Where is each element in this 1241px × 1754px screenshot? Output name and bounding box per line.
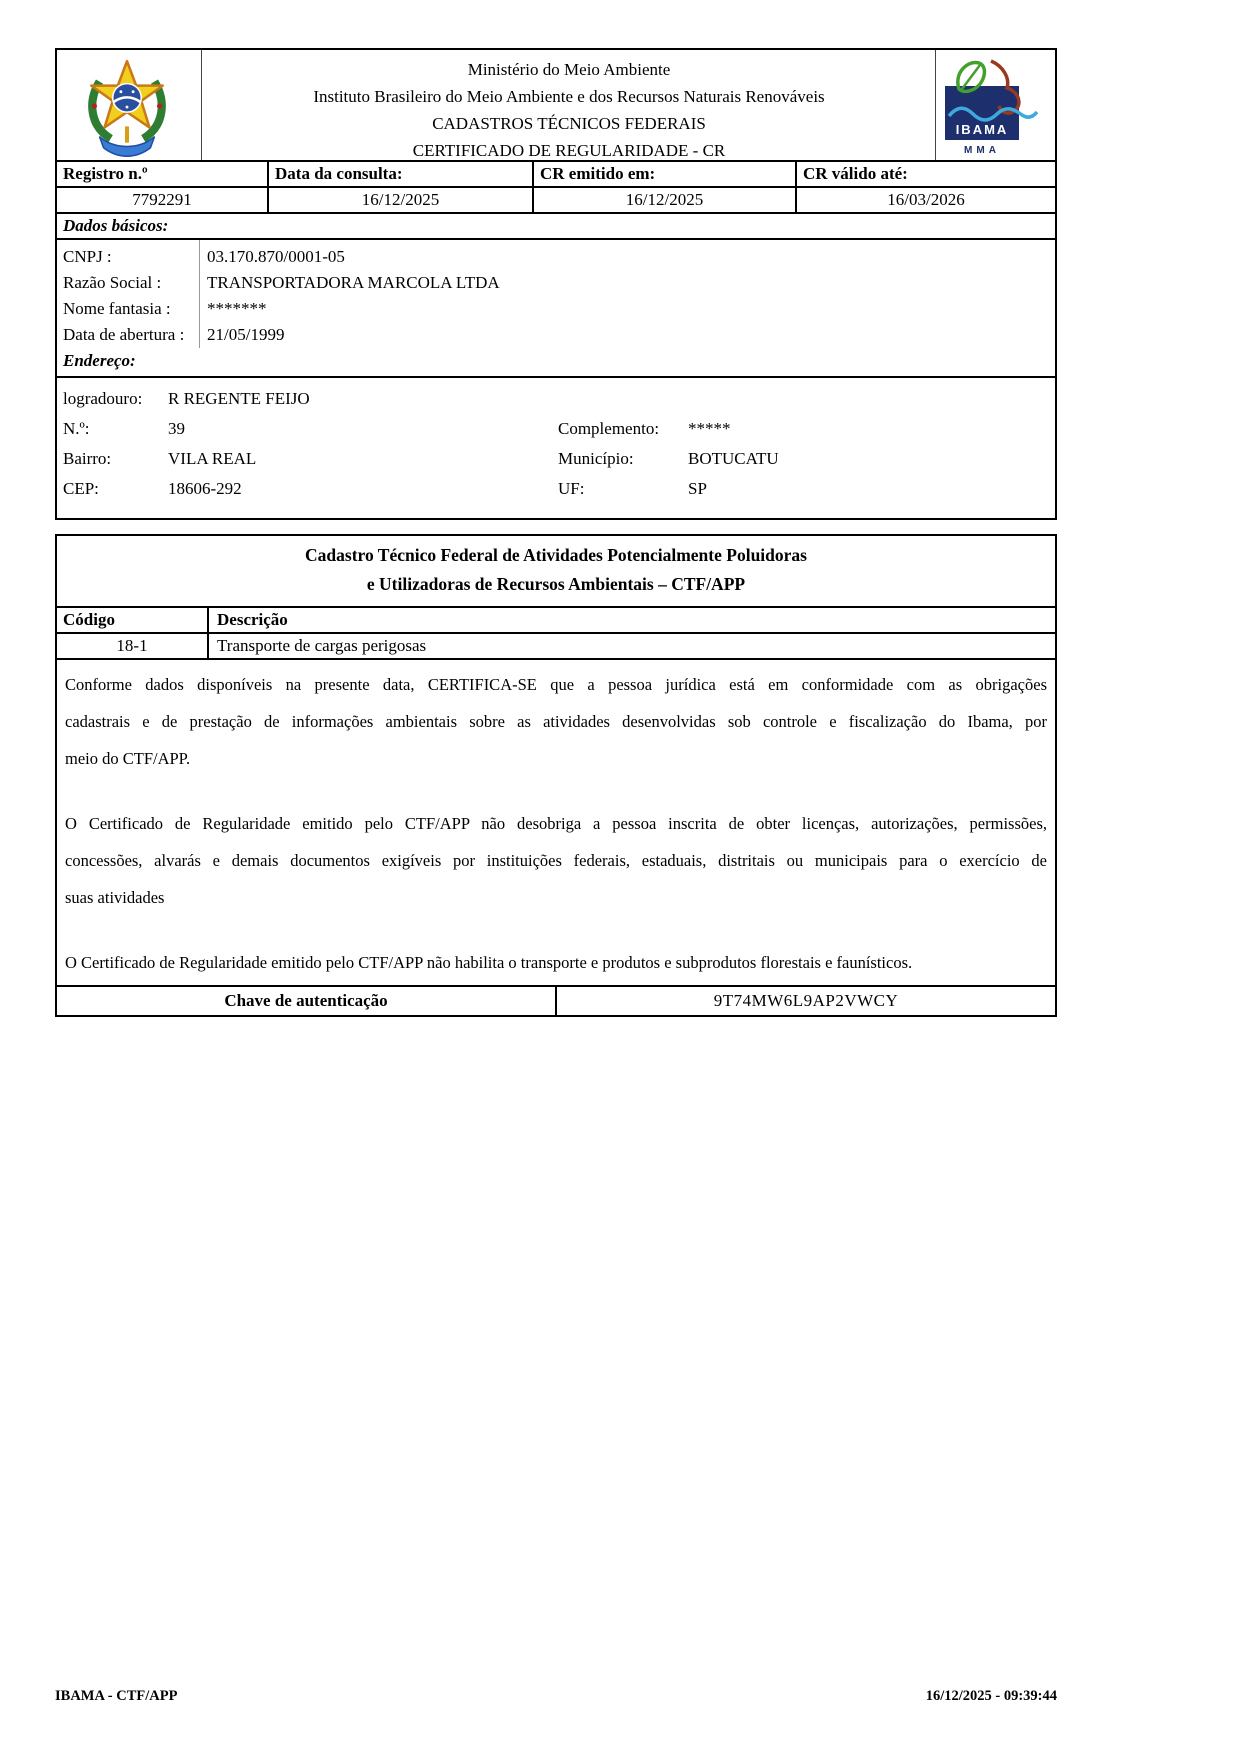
mma-logo-text: MMA: [964, 145, 1000, 156]
ctfapp-title-line1: Cadastro Técnico Federal de Atividades Potencialmente Poluidoras: [305, 545, 807, 565]
ibama-logo-text: IBAMA: [955, 122, 1009, 137]
complemento-label: Complemento:: [558, 419, 660, 438]
registro-value: 7792291: [132, 190, 192, 209]
certificate-document: [55, 48, 1057, 1017]
header-divider-left: [201, 50, 202, 160]
dados-inner-divider: [199, 240, 200, 348]
ministry-title: Ministério do Meio Ambiente: [467, 60, 671, 79]
cep-value: 18606-292: [168, 479, 242, 498]
data-abertura-row: [63, 322, 1049, 348]
cnpj-value: 03.170.870/0001-05: [207, 247, 345, 266]
uf-label: UF:: [558, 479, 585, 498]
data-consulta-value: 16/12/2025: [267, 188, 532, 212]
ctfapp-title: [57, 536, 1055, 608]
document-header: [57, 50, 1055, 162]
descricao-value: Transporte de cargas perigosas: [217, 636, 427, 655]
authentication-row: [57, 985, 1055, 1015]
certification-paragraph-2: O Certificado de Regularidade emitido pelo CTF/APP não desobriga a pessoa inscrita de obter licenças, autorizações, permissões, concessões, alvarás e demais documentos exigíveis por instituições federais, estaduais, distritais ou municipais para o exercício de suas atividades: [65, 814, 1047, 907]
registry-labels-row: [57, 162, 1055, 188]
numero-row: [63, 414, 1049, 444]
page-footer: [55, 1688, 1057, 1705]
nome-fantasia-label: Nome fantasia :: [63, 299, 171, 318]
cr-emitido-label: CR emitido em:: [532, 162, 795, 186]
ctfapp-section: [55, 534, 1057, 1017]
empty-value: [688, 384, 1049, 414]
cr-emitido-value: 16/12/2025: [532, 188, 795, 212]
footer-timestamp: 16/12/2025 - 09:39:44: [925, 1688, 1057, 1704]
bairro-label: Bairro:: [63, 449, 112, 468]
top-section: [55, 48, 1057, 520]
certificate-title: CERTIFICADO DE REGULARIDADE - CR: [412, 141, 726, 160]
razao-social-label: Razão Social :: [63, 273, 162, 292]
certification-paragraph-3: O Certificado de Regularidade emitido pelo CTF/APP não habilita o transporte e produtos e subprodutos florestais e faunísticos.: [65, 953, 913, 972]
header-titles: [207, 56, 931, 164]
authentication-label: Chave de autenticação: [57, 987, 557, 1015]
cr-valido-label: CR válido até:: [795, 162, 1055, 186]
data-abertura-value: 21/05/1999: [207, 325, 285, 344]
endereco-heading: Endereço:: [63, 351, 136, 370]
cep-row: [63, 474, 1049, 504]
nome-fantasia-value: *******: [207, 299, 267, 318]
descricao-header: Descrição: [217, 610, 288, 629]
dados-basicos-block: [57, 240, 1055, 378]
razao-social-row: [63, 270, 1049, 296]
registro-label: Registro n.º: [63, 164, 148, 183]
brazil-coat-of-arms-icon: [85, 53, 169, 164]
registry-values-row: [57, 188, 1055, 214]
footer-app-name: IBAMA - CTF/APP: [55, 1688, 178, 1704]
data-consulta-label: Data da consulta:: [267, 162, 532, 186]
ctfapp-title-line2: e Utilizadoras de Recursos Ambientais – CTF/APP: [366, 574, 746, 594]
logradouro-row: [63, 384, 1049, 414]
authentication-key: 9T74MW6L9AP2VWCY: [713, 991, 899, 1010]
empty-label: [558, 384, 688, 414]
bairro-value: VILA REAL: [168, 449, 257, 468]
activity-table-header: [57, 608, 1055, 634]
institute-title: Instituto Brasileiro do Meio Ambiente e dos Recursos Naturais Renováveis: [313, 87, 825, 106]
numero-label: N.º:: [63, 419, 90, 438]
municipio-value: BOTUCATU: [688, 449, 779, 468]
codigo-header: Código: [57, 608, 209, 632]
logradouro-value: R REGENTE FEIJO: [168, 389, 310, 408]
bairro-row: [63, 444, 1049, 474]
razao-social-value: TRANSPORTADORA MARCOLA LTDA: [207, 273, 500, 292]
cnpj-label: CNPJ :: [63, 247, 112, 266]
uf-value: SP: [688, 479, 707, 498]
ibama-mma-logo-icon: [929, 52, 1041, 163]
data-abertura-label: Data de abertura :: [63, 325, 185, 344]
nome-fantasia-row: [63, 296, 1049, 322]
certification-paragraph-1: Conforme dados disponíveis na presente data, CERTIFICA-SE que a pessoa jurídica está em conformidade com as obrigações cadastrais e de prestação de informações ambientais sobre as atividades desenvolvidas sob controle e fiscalização do Ibama, por meio do CTF/APP.: [65, 675, 1047, 768]
certification-text: [57, 660, 1055, 985]
municipio-label: Município:: [558, 449, 634, 468]
logradouro-label: logradouro:: [63, 389, 143, 408]
numero-value: 39: [168, 419, 185, 438]
cnpj-row: [63, 244, 1049, 270]
activity-table-row: [57, 634, 1055, 660]
registers-title: CADASTROS TÉCNICOS FEDERAIS: [432, 114, 706, 133]
codigo-value: 18-1: [57, 634, 209, 658]
cep-label: CEP:: [63, 479, 99, 498]
endereco-block: [57, 378, 1055, 518]
complemento-value: *****: [688, 419, 731, 438]
dados-basicos-heading: Dados básicos:: [57, 214, 1055, 240]
cr-valido-value: 16/03/2026: [795, 188, 1055, 212]
